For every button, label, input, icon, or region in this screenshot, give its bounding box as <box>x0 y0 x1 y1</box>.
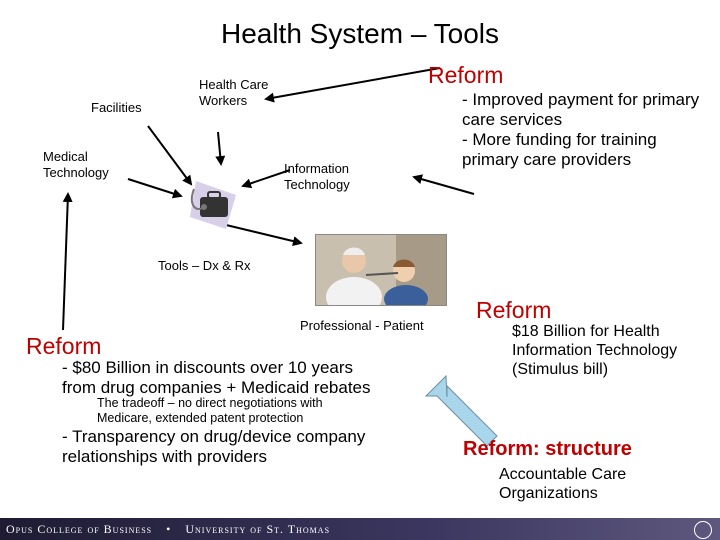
arrow-workers-to-tools <box>218 132 221 164</box>
arrow-facilities-to-tools <box>148 126 191 184</box>
footer-bar <box>0 518 720 540</box>
reform-structure-heading: Reform: structure <box>463 438 632 460</box>
reform-left-item-2: - Transparency on drug/device company relationships with providers <box>62 427 366 466</box>
arrow-reform-top-to-it <box>414 177 474 194</box>
reform-structure-text: Accountable Care Organizations <box>499 466 627 502</box>
node-medical-technology: Medical Technology <box>43 149 109 180</box>
footer-left: Opus College of Business <box>6 522 153 536</box>
node-health-care-workers: Health Care Workers <box>199 77 269 108</box>
arrow-medtech-to-tools <box>128 179 181 196</box>
arrow-reform-top-to-workers <box>266 68 440 99</box>
reform-top-item-1: - Improved payment for primary care services <box>462 90 700 129</box>
page-title: Health System – Tools <box>220 18 500 49</box>
node-professional-patient: Professional - Patient <box>300 318 424 333</box>
arrow-it-to-tools <box>243 170 290 186</box>
reform-left-item-1: - $80 Billion in discounts over 10 years from drug companies + Medicaid rebates <box>62 358 371 397</box>
doctor-patient-photo <box>315 234 447 306</box>
reform-left-heading: Reform <box>26 333 102 359</box>
node-information-technology: Information Technology <box>284 161 350 192</box>
node-facilities: Facilities <box>91 100 142 115</box>
arrow-reform-left-to-medtech <box>63 194 68 330</box>
reform-mid-text: $18 Billion for Health Information Technology (Stimulus bill) <box>512 323 678 378</box>
seal-icon <box>694 521 712 539</box>
footer-sep: • <box>166 522 172 536</box>
structure-arrow <box>426 376 497 446</box>
node-tools: Tools – Dx & Rx <box>158 258 251 273</box>
footer-right: University of St. Thomas <box>185 522 331 536</box>
reform-mid-heading: Reform <box>476 297 552 323</box>
reform-top-item-2: - More funding for training primary care providers <box>462 130 657 169</box>
reform-left-note: The tradeoff – no direct negotiations with Medicare, extended patent protection <box>97 396 323 425</box>
stethoscope-bag-icon <box>186 177 242 233</box>
reform-top-list <box>462 90 707 170</box>
reform-top-heading: Reform <box>428 62 504 88</box>
